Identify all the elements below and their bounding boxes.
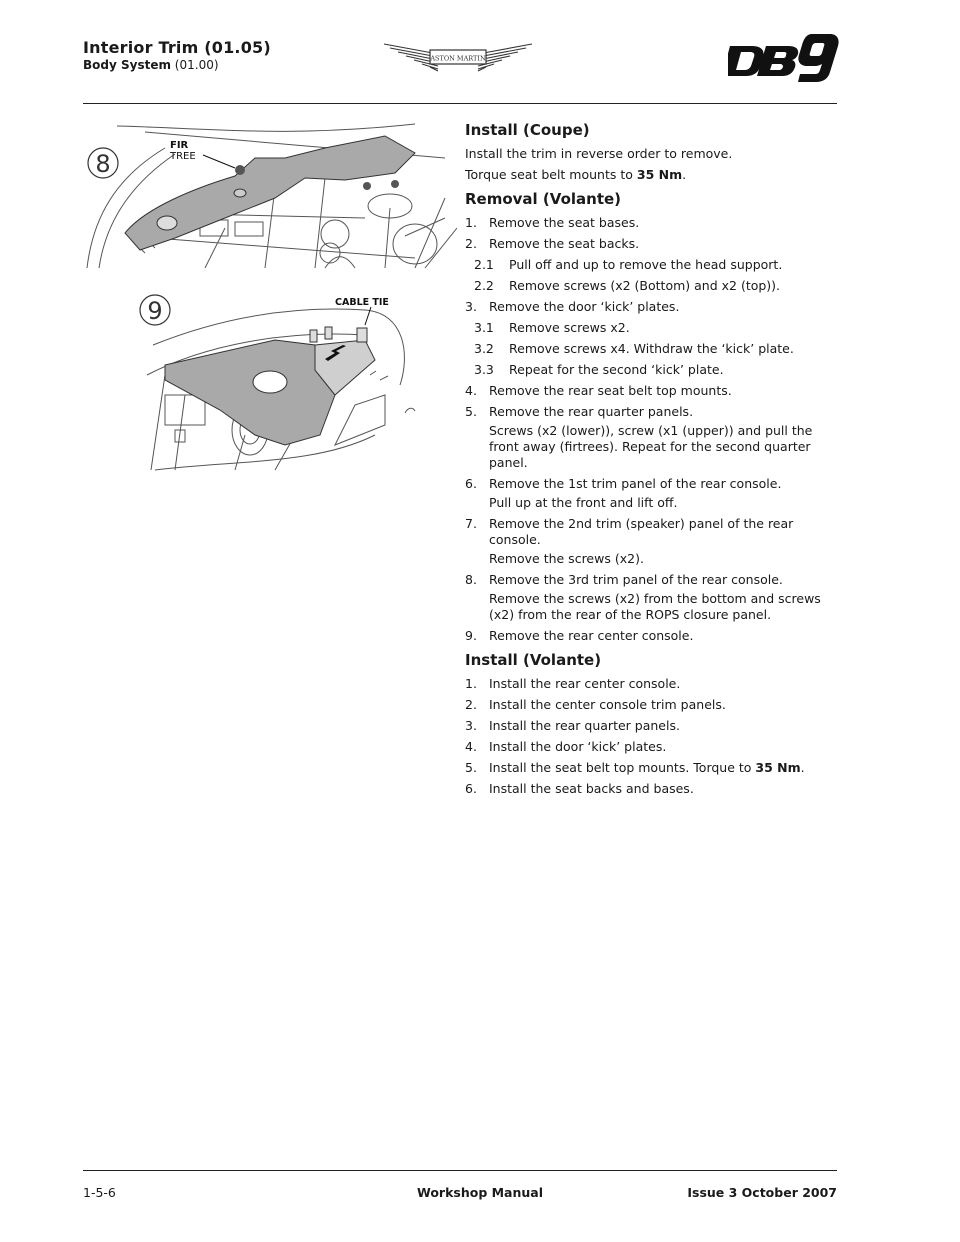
step-text: Remove screws x4. Withdraw the ‘kick’ plate. bbox=[509, 341, 794, 356]
step-text: Install the center console trim panels. bbox=[489, 697, 726, 712]
step-text: Pull off and up to remove the head support. bbox=[509, 257, 783, 272]
figure-9-cable-tie bbox=[135, 285, 457, 475]
subtitle-code: (01.00) bbox=[174, 58, 219, 72]
step-number: 7. bbox=[465, 516, 477, 531]
step-number: 3. bbox=[465, 299, 477, 314]
header-rule bbox=[83, 103, 837, 104]
removal-step bbox=[465, 628, 845, 644]
removal-substep bbox=[474, 257, 845, 273]
step-number: 3.2 bbox=[474, 341, 494, 356]
removal-substep bbox=[474, 362, 845, 378]
footer-issue: Issue 3 October 2007 bbox=[687, 1185, 837, 1200]
step-text: Remove the seat backs. bbox=[489, 236, 640, 251]
footer-rule bbox=[83, 1170, 837, 1171]
db9-model-logo bbox=[728, 30, 840, 82]
removal-step bbox=[465, 476, 845, 492]
torque-period: . bbox=[682, 167, 687, 182]
step-text: Install the door ‘kick’ plates. bbox=[489, 739, 667, 754]
torque-value: 35 Nm bbox=[755, 760, 801, 775]
step-number: 2.2 bbox=[474, 278, 494, 293]
step-note: Remove the screws (x2) from the bottom and screws (x2) from the rear of the ROPS closure panel. bbox=[489, 591, 821, 622]
install-coupe-line-2 bbox=[465, 167, 845, 183]
torque-value: 35 Nm bbox=[636, 167, 683, 182]
step-text: Remove the door ‘kick’ plates. bbox=[489, 299, 680, 314]
step-note: Remove the screws (x2). bbox=[489, 551, 644, 566]
procedure-text bbox=[465, 120, 845, 802]
step-number: 3.1 bbox=[474, 320, 494, 335]
heading-install-volante: Install (Volante) bbox=[465, 651, 602, 669]
step-number: 9. bbox=[465, 628, 477, 643]
install-step bbox=[465, 760, 845, 776]
step-text: Remove the rear center console. bbox=[489, 628, 694, 643]
figure-8-number: 8 bbox=[95, 150, 111, 178]
step-number: 1. bbox=[465, 215, 477, 230]
install-step bbox=[465, 676, 845, 692]
step-number: 3.3 bbox=[474, 362, 494, 377]
section-title: Interior Trim (01.05) bbox=[83, 38, 271, 57]
step-number: 4. bbox=[465, 383, 477, 398]
step-number: 8. bbox=[465, 572, 477, 587]
step-text-pre: Install the seat belt top mounts. Torque to bbox=[489, 760, 752, 775]
figure-8-label-fir: FIR bbox=[170, 140, 189, 151]
removal-substep bbox=[474, 341, 845, 357]
heading-removal-volante: Removal (Volante) bbox=[465, 190, 622, 208]
step-text: Remove the 1st trim panel of the rear console. bbox=[489, 476, 782, 491]
step-text: Remove the 3rd trim panel of the rear console. bbox=[489, 572, 783, 587]
step-number: 5. bbox=[465, 404, 477, 419]
step-text bbox=[489, 760, 805, 776]
step-text-post: . bbox=[800, 760, 805, 775]
footer-manual-title: Workshop Manual bbox=[416, 1185, 544, 1200]
removal-step bbox=[465, 404, 845, 420]
heading-install-coupe: Install (Coupe) bbox=[465, 121, 590, 139]
step-text: Remove the rear quarter panels. bbox=[489, 404, 694, 419]
removal-step bbox=[465, 383, 845, 399]
torque-text: Torque seat belt mounts to bbox=[465, 167, 633, 182]
removal-substep bbox=[474, 320, 845, 336]
removal-step bbox=[465, 215, 845, 231]
step-note: Pull up at the front and lift off. bbox=[489, 495, 678, 510]
removal-step bbox=[465, 572, 845, 588]
removal-step bbox=[465, 299, 845, 315]
aston-martin-wings-logo bbox=[380, 38, 536, 84]
step-number: 1. bbox=[465, 676, 477, 691]
step-text: Repeat for the second ‘kick’ plate. bbox=[509, 362, 724, 377]
step-text: Remove the 2nd trim (speaker) panel of the rear console. bbox=[489, 516, 794, 547]
figure-9-label-cable-tie: CABLE TIE bbox=[335, 297, 389, 308]
step-number: 6. bbox=[465, 476, 477, 491]
removal-substep bbox=[474, 278, 845, 294]
install-coupe-line-1: Install the trim in reverse order to remove. bbox=[465, 146, 733, 161]
page-number: 1-5-6 bbox=[83, 1185, 116, 1200]
figure-9-number: 9 bbox=[147, 297, 163, 325]
step-text: Install the seat backs and bases. bbox=[489, 781, 694, 796]
step-number: 2. bbox=[465, 697, 477, 712]
step-number: 3. bbox=[465, 718, 477, 733]
step-text: Remove screws x2. bbox=[509, 320, 630, 335]
removal-step bbox=[465, 516, 845, 548]
step-text: Remove the seat bases. bbox=[489, 215, 640, 230]
step-text: Remove the rear seat belt top mounts. bbox=[489, 383, 732, 398]
step-number: 2.1 bbox=[474, 257, 494, 272]
figure-8-fir-tree bbox=[85, 118, 457, 270]
figure-8-label-tree: TREE bbox=[170, 151, 196, 162]
subtitle-system: Body System bbox=[83, 58, 171, 72]
step-number: 6. bbox=[465, 781, 477, 796]
install-step bbox=[465, 781, 845, 797]
step-number: 5. bbox=[465, 760, 477, 775]
step-text: Install the rear quarter panels. bbox=[489, 718, 680, 733]
step-number: 4. bbox=[465, 739, 477, 754]
section-subtitle bbox=[83, 58, 219, 72]
step-number: 2. bbox=[465, 236, 477, 251]
step-text: Remove screws (x2 (Bottom) and x2 (top)). bbox=[509, 278, 781, 293]
install-step bbox=[465, 739, 845, 755]
step-note: Screws (x2 (lower)), screw (x1 (upper)) and pull the front away (firtrees). Repeat for the second quarter panel. bbox=[489, 423, 813, 470]
removal-step bbox=[465, 236, 845, 252]
install-step bbox=[465, 718, 845, 734]
install-step bbox=[465, 697, 845, 713]
logo-text: ASTON MARTIN bbox=[430, 54, 486, 63]
step-text: Install the rear center console. bbox=[489, 676, 681, 691]
